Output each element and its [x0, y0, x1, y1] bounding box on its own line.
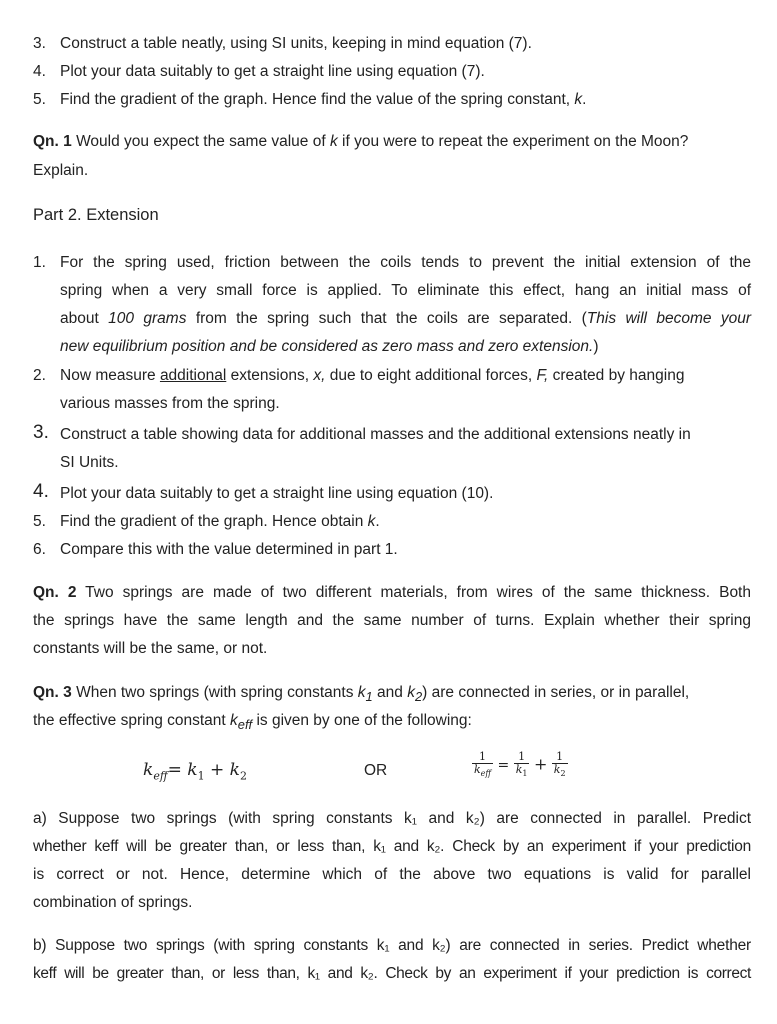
part-a-line4: combination of springs. [33, 894, 193, 911]
step-number: 1. [33, 254, 46, 271]
step-text: For the spring used, friction between the coils tends to prevent the initial extension of the [60, 254, 751, 271]
step-text: Now measure additional extensions, x, due to eight additional forces, F, created by hanging [60, 367, 685, 384]
step-text: about 100 grams from the spring such that the coils are separated. (This will become your [60, 310, 751, 327]
part-a-line3: is correct or not. Hence, determine which of the above two equations is valid for parallel [33, 866, 751, 883]
or-label: OR [364, 762, 388, 779]
step-number: 2. [33, 367, 46, 384]
question-3-line2: the effective spring constant $k_{eff}$ is given by one of the following: [33, 712, 472, 733]
part-a-line1: a) Suppose two springs (with spring constants k₁ and k₂) are connected in parallel. Predict [33, 810, 751, 827]
fraction-one-over-keff: $\frac{1}{k_{eff}}$ [474, 750, 492, 779]
step-text: SI Units. [60, 454, 119, 471]
step-text: Construct a table neatly, using SI units, keeping in mind equation (7). [60, 35, 532, 52]
step-number: 3. [33, 35, 46, 52]
equation-reciprocal: $\frac{1}{k_{eff}}$ = $\frac{1}{k_1}$ + $\frac{1}{k_2}$ [474, 750, 566, 779]
step-text: various masses from the spring. [60, 395, 280, 412]
step-text: Plot your data suitably to get a straight line using equation (7). [60, 63, 485, 80]
step-text: Compare this with the value determined in part 1. [60, 541, 398, 558]
part-b-line1: b) Suppose two springs (with spring constants k₁ and k₂) are connected in series. Predict whether [33, 937, 751, 954]
fraction-one-over-k2: $\frac{1}{k_2}$ [553, 750, 566, 779]
question-2-line2: the springs have the same length and the same number of turns. Explain whether their spring [33, 612, 751, 629]
fraction-one-over-k1: $\frac{1}{k_1}$ [515, 750, 528, 779]
part-b-line2: keff will be greater than, or less than, k₁ and k₂. Check by an experiment if your prediction is correct [33, 965, 751, 982]
step-text: Construct a table showing data for additional masses and the additional extensions neatly in [60, 426, 691, 443]
step-number: 4. [33, 63, 46, 80]
step-text: new equilibrium position and be considered as zero mass and zero extension.) [60, 338, 599, 355]
question-1-line2: Explain. [33, 162, 89, 179]
section-heading: Part 2. Extension [33, 206, 159, 224]
equation-sum: $k_{eff}= k_1 + k_2$ [143, 760, 247, 783]
step-number: 6. [33, 541, 46, 558]
step-text: Plot your data suitably to get a straight line using equation (10). [60, 485, 494, 502]
step-number: 3. [33, 422, 49, 443]
question-3: Qn. 3 When two springs (with spring constants $k_1$ and $k_2$) are connected in series, or in parallel, [33, 684, 690, 705]
step-text: Find the gradient of the graph. Hence obtain k. [60, 513, 380, 530]
step-text: spring when a very small force is applied. To eliminate this effect, hang an initial mass of [60, 282, 751, 299]
question-2-line3: constants will be the same, or not. [33, 640, 268, 657]
step-number: 4. [33, 481, 49, 502]
step-number: 5. [33, 91, 46, 108]
question-2: Qn. 2 Two springs are made of two different materials, from wires of the same thickness. Both [33, 584, 751, 601]
question-1: Qn. 1 Would you expect the same value of k if you were to repeat the experiment on the Moon? [33, 133, 689, 150]
part-a-line2: whether keff will be greater than, or less than, k₁ and k₂. Check by an experiment if your prediction [33, 838, 751, 855]
step-number: 5. [33, 513, 46, 530]
step-text: Find the gradient of the graph. Hence find the value of the spring constant, k. [60, 91, 587, 108]
